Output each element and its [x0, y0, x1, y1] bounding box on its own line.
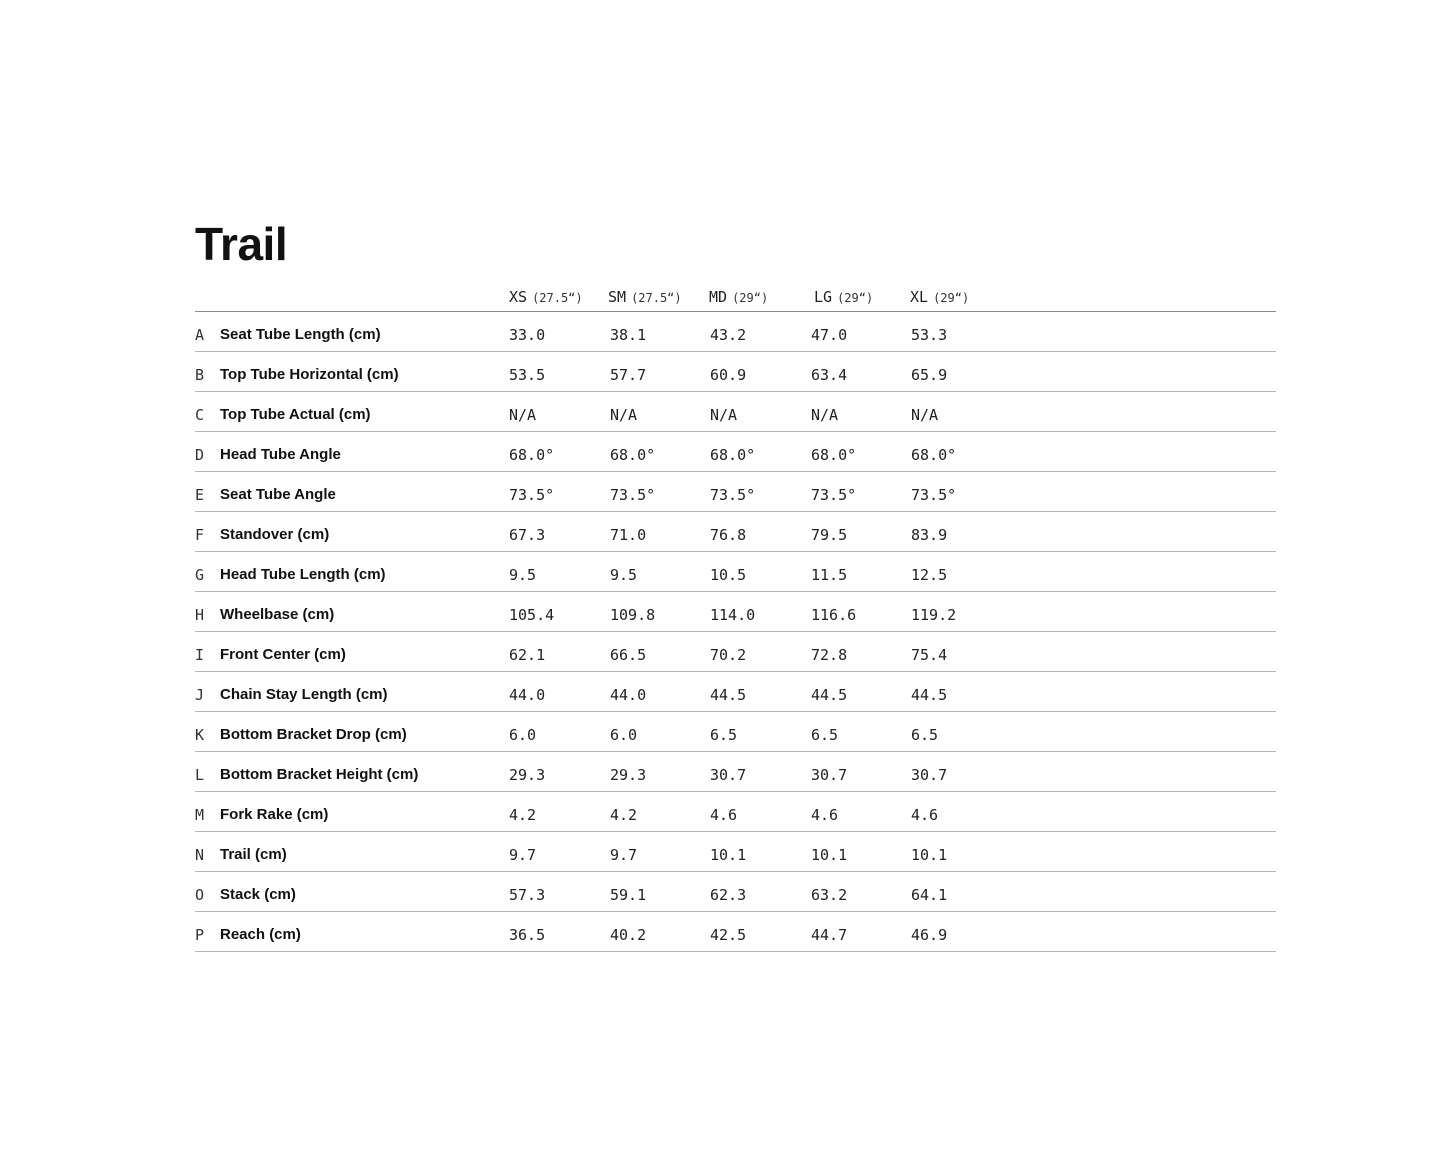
cell-value: 9.5 [610, 566, 638, 584]
size-code: XS [509, 288, 528, 306]
table-header [195, 278, 1276, 312]
row-letter: E [195, 486, 205, 504]
cell-value: 75.4 [911, 646, 948, 664]
cell-value: 73.5° [911, 486, 957, 504]
cell-value: 73.5° [811, 486, 857, 504]
row-label: Chain Stay Length (cm) [220, 686, 388, 703]
row-letter: G [195, 566, 205, 584]
cell-value: 65.9 [911, 366, 948, 384]
cell-value: 12.5 [911, 566, 948, 584]
size-code: MD [709, 288, 728, 306]
cell-value: 114.0 [710, 606, 756, 624]
row-label: Wheelbase (cm) [220, 606, 335, 623]
cell-value: 46.9 [911, 926, 948, 944]
row-letter: P [195, 926, 205, 944]
size-header-sm [608, 287, 682, 306]
cell-value: 105.4 [509, 606, 555, 624]
row-letter: K [195, 726, 205, 744]
cell-value: 30.7 [811, 766, 848, 784]
cell-value: 6.5 [811, 726, 839, 744]
cell-value: 53.3 [911, 326, 948, 344]
cell-value: 4.6 [710, 806, 738, 824]
cell-value: 44.5 [811, 686, 848, 704]
table-row [195, 352, 1276, 392]
cell-value: 119.2 [911, 606, 957, 624]
row-label: Top Tube Actual (cm) [220, 406, 371, 423]
cell-value: 109.8 [610, 606, 656, 624]
cell-value: 29.3 [509, 766, 546, 784]
wheel-size: (27.5“) [631, 291, 682, 305]
cell-value: 64.1 [911, 886, 948, 904]
wheel-size: (29“) [732, 291, 769, 305]
cell-value: 73.5° [509, 486, 555, 504]
cell-value: 116.6 [811, 606, 857, 624]
table-row [195, 472, 1276, 512]
cell-value: 70.2 [710, 646, 747, 664]
cell-value: 36.5 [509, 926, 546, 944]
row-label: Top Tube Horizontal (cm) [220, 366, 399, 383]
cell-value: 6.5 [710, 726, 738, 744]
cell-value: 71.0 [610, 526, 647, 544]
size-code: XL [910, 288, 929, 306]
cell-value: 10.1 [811, 846, 848, 864]
cell-value: 4.2 [610, 806, 638, 824]
cell-value: 68.0° [710, 446, 756, 464]
row-label: Bottom Bracket Drop (cm) [220, 726, 407, 743]
cell-value: N/A [811, 406, 839, 424]
row-letter: L [195, 766, 205, 784]
row-letter: F [195, 526, 205, 544]
cell-value: 6.0 [610, 726, 638, 744]
row-letter: A [195, 326, 205, 344]
size-header-xs [509, 287, 583, 306]
wheel-size: (27.5“) [532, 291, 583, 305]
row-label: Trail (cm) [220, 846, 287, 863]
cell-value: 62.3 [710, 886, 747, 904]
cell-value: 83.9 [911, 526, 948, 544]
table-row [195, 552, 1276, 592]
table-row [195, 392, 1276, 432]
size-header-lg [814, 287, 873, 306]
row-letter: O [195, 886, 205, 904]
cell-value: 38.1 [610, 326, 647, 344]
cell-value: 10.1 [710, 846, 747, 864]
cell-value: 44.0 [610, 686, 647, 704]
cell-value: 79.5 [811, 526, 848, 544]
table-row [195, 592, 1276, 632]
table-row [195, 432, 1276, 472]
cell-value: 44.0 [509, 686, 546, 704]
row-label: Seat Tube Length (cm) [220, 326, 381, 343]
cell-value: 68.0° [911, 446, 957, 464]
cell-value: N/A [911, 406, 939, 424]
cell-value: 4.6 [911, 806, 939, 824]
cell-value: 4.2 [509, 806, 537, 824]
cell-value: 72.8 [811, 646, 848, 664]
cell-value: 9.5 [509, 566, 537, 584]
table-row [195, 512, 1276, 552]
cell-value: 47.0 [811, 326, 848, 344]
cell-value: 62.1 [509, 646, 546, 664]
cell-value: 10.5 [710, 566, 747, 584]
row-label: Head Tube Length (cm) [220, 566, 386, 583]
cell-value: N/A [509, 406, 537, 424]
table-row [195, 912, 1276, 952]
cell-value: 63.4 [811, 366, 848, 384]
cell-value: 33.0 [509, 326, 546, 344]
row-letter: N [195, 846, 205, 864]
row-label: Stack (cm) [220, 886, 296, 903]
cell-value: 63.2 [811, 886, 848, 904]
table-row [195, 752, 1276, 792]
cell-value: 10.1 [911, 846, 948, 864]
wheel-size: (29“) [933, 291, 970, 305]
row-label: Standover (cm) [220, 526, 330, 543]
cell-value: 57.7 [610, 366, 647, 384]
row-letter: I [195, 646, 205, 664]
table-row [195, 312, 1276, 352]
table-row [195, 632, 1276, 672]
row-letter: B [195, 366, 205, 384]
row-letter: H [195, 606, 205, 624]
size-code: SM [608, 288, 627, 306]
row-label: Front Center (cm) [220, 646, 346, 663]
row-label: Head Tube Angle [220, 446, 341, 463]
wheel-size: (29“) [837, 291, 874, 305]
cell-value: 68.0° [610, 446, 656, 464]
cell-value: 6.0 [509, 726, 537, 744]
row-label: Fork Rake (cm) [220, 806, 329, 823]
cell-value: 11.5 [811, 566, 848, 584]
table-body [195, 312, 1276, 952]
row-letter: D [195, 446, 205, 464]
size-header-xl [910, 287, 969, 306]
table-row [195, 712, 1276, 752]
cell-value: 9.7 [610, 846, 638, 864]
cell-value: 44.7 [811, 926, 848, 944]
row-letter: J [195, 686, 205, 704]
table-row [195, 792, 1276, 832]
cell-value: 59.1 [610, 886, 647, 904]
row-letter: M [195, 806, 205, 824]
cell-value: 30.7 [911, 766, 948, 784]
row-label: Reach (cm) [220, 926, 301, 943]
cell-value: 73.5° [610, 486, 656, 504]
cell-value: 44.5 [911, 686, 948, 704]
cell-value: 76.8 [710, 526, 747, 544]
cell-value: 60.9 [710, 366, 747, 384]
cell-value: 73.5° [710, 486, 756, 504]
cell-value: 43.2 [710, 326, 747, 344]
cell-value: 68.0° [811, 446, 857, 464]
row-label: Bottom Bracket Height (cm) [220, 766, 419, 783]
cell-value: N/A [710, 406, 738, 424]
row-letter: C [195, 406, 205, 424]
cell-value: 57.3 [509, 886, 546, 904]
row-label: Seat Tube Angle [220, 486, 336, 503]
cell-value: 30.7 [710, 766, 747, 784]
page-title: Trail [195, 218, 288, 270]
cell-value: 9.7 [509, 846, 537, 864]
table-row [195, 872, 1276, 912]
cell-value: 67.3 [509, 526, 546, 544]
cell-value: 66.5 [610, 646, 647, 664]
size-header-md [709, 287, 768, 306]
cell-value: 4.6 [811, 806, 839, 824]
cell-value: 44.5 [710, 686, 747, 704]
cell-value: 53.5 [509, 366, 546, 384]
table-row [195, 672, 1276, 712]
geometry-table [195, 278, 1276, 952]
cell-value: 29.3 [610, 766, 647, 784]
cell-value: 68.0° [509, 446, 555, 464]
size-code: LG [814, 288, 833, 306]
cell-value: 40.2 [610, 926, 647, 944]
cell-value: N/A [610, 406, 638, 424]
table-row [195, 832, 1276, 872]
cell-value: 6.5 [911, 726, 939, 744]
cell-value: 42.5 [710, 926, 747, 944]
